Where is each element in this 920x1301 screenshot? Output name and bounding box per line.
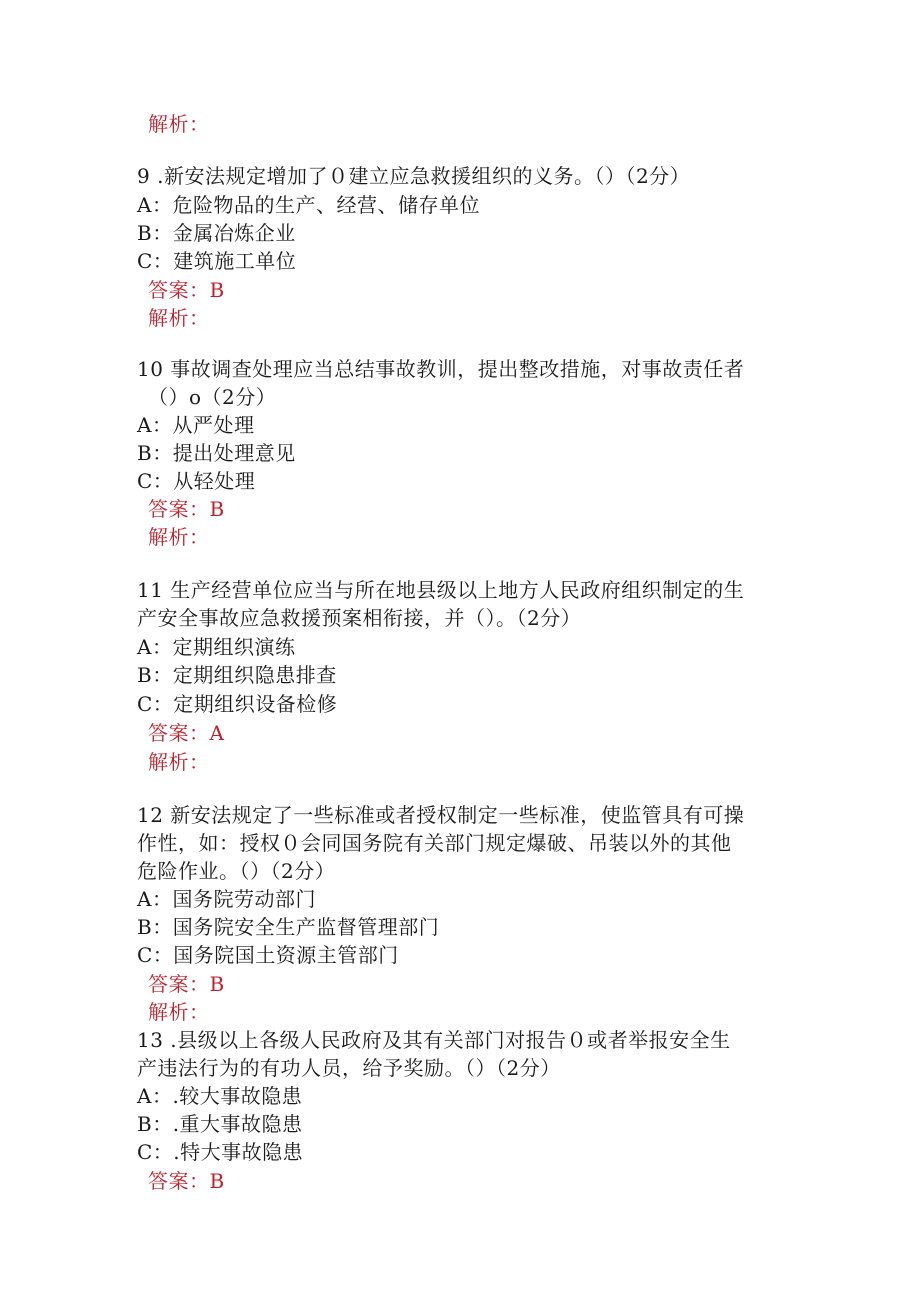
option-c: C：建筑施工单位 [137, 249, 297, 273]
analysis-label: 解析： [148, 750, 210, 774]
option-b: B：金属冶炼企业 [137, 221, 296, 245]
option-b: B：提出处理意见 [137, 441, 296, 465]
question-stem-continued: 危险作业。（）（2分） [137, 859, 336, 883]
top-analysis-label: 解析： [148, 112, 210, 136]
question-stem: 13 .县级以上各级人民政府及其有关部门对报告０或者举报安全生 [137, 1028, 731, 1052]
option-c: C：国务院国土资源主管部门 [137, 943, 399, 967]
question-stem-continued: 产安全事故应急救援预案相衔接，并（）。（2分） [137, 606, 582, 630]
option-b: B：.重大事故隐患 [137, 1112, 303, 1136]
option-a: A：国务院劳动部门 [137, 887, 316, 911]
question-stem-continued: （）o（2分） [148, 385, 277, 409]
option-a: A：定期组织演练 [137, 635, 296, 659]
analysis-label: 解析： [148, 525, 210, 549]
option-b: B：定期组织隐患排查 [137, 663, 337, 687]
question-stem-continued: 产违法行为的有功人员，给予奖励。（）（2分） [137, 1056, 561, 1080]
option-c: C：.特大事故隐患 [137, 1140, 304, 1164]
question-stem-continued: 作性，如：授权０会同国务院有关部门规定爆破、吊装以外的其他 [137, 831, 732, 855]
option-a: A：危险物品的生产、经营、储存单位 [137, 193, 480, 217]
question-stem: 10 事故调查处理应当总结事故教训，提出整改措施，对事故责任者 [137, 357, 745, 381]
option-a: A：.较大事故隐患 [137, 1084, 303, 1108]
answer-label: 答案：A [148, 721, 225, 745]
answer-label: 答案：B [148, 972, 225, 996]
answer-label: 答案：B [148, 278, 225, 302]
question-stem: 9 .新安法规定增加了０建立应急救援组织的义务。（）（2分） [137, 164, 691, 188]
analysis-label: 解析： [148, 1000, 210, 1024]
option-c: C：定期组织设备检修 [137, 692, 338, 716]
analysis-label: 解析： [148, 306, 210, 330]
answer-label: 答案：B [148, 1169, 225, 1193]
option-a: A：从严处理 [137, 413, 255, 437]
option-c: C：从轻处理 [137, 469, 256, 493]
question-stem: 12 新安法规定了一些标准或者授权制定一些标准，使监管具有可操 [137, 803, 745, 827]
question-stem: 11 生产经营单位应当与所在地县级以上地方人民政府组织制定的生 [137, 578, 745, 602]
option-b: B：国务院安全生产监督管理部门 [137, 915, 440, 939]
answer-label: 答案：B [148, 497, 225, 521]
